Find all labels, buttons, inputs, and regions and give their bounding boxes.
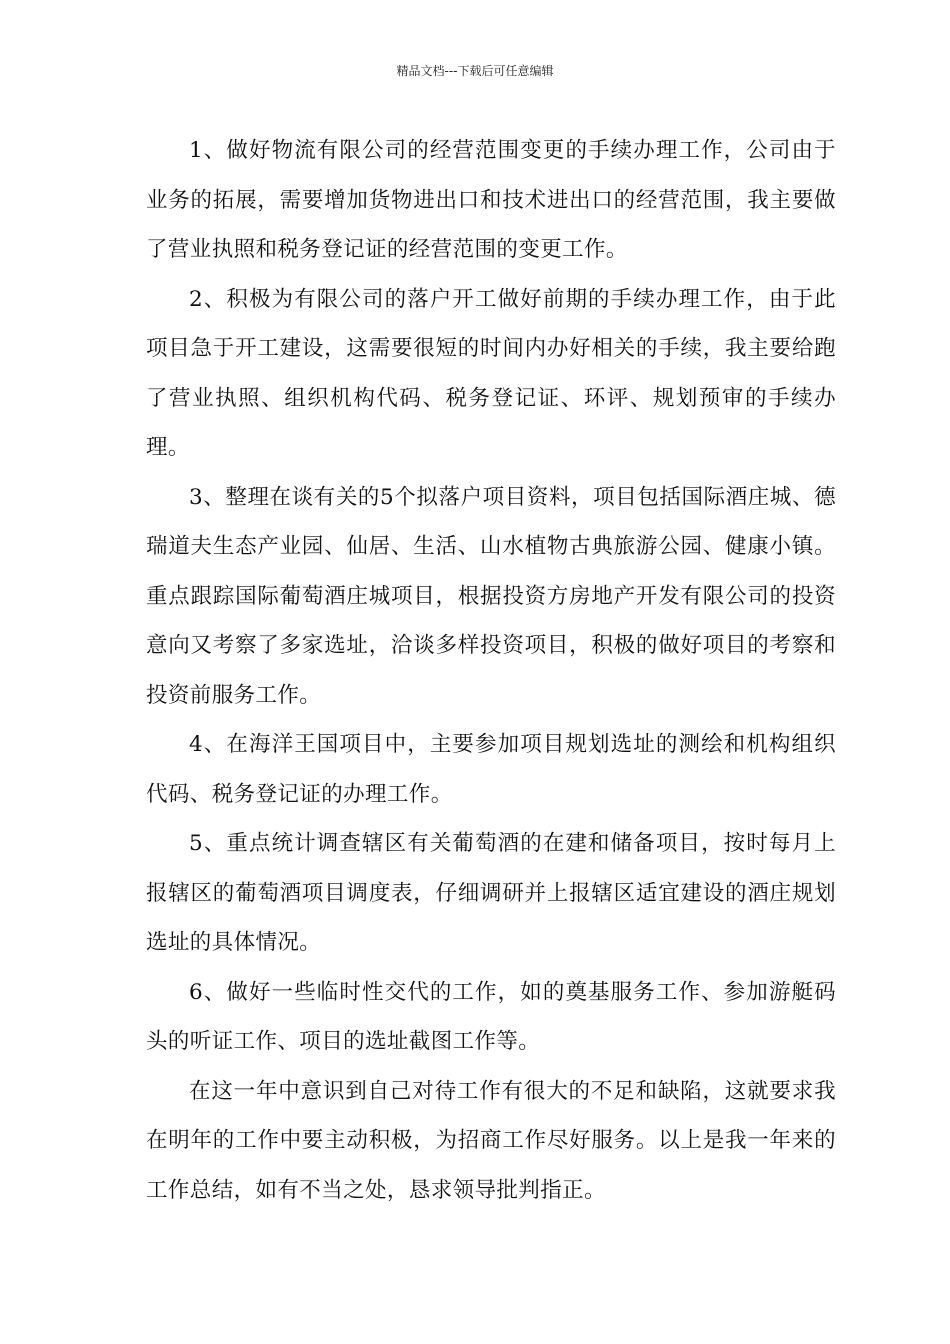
paragraph-5: 5、重点统计调查辖区有关葡萄酒的在建和储备项目，按时每月上报辖区的葡萄酒项目调度表，仔细调研并上报辖区适宜建设的酒庄规划选址的具体情况。 bbox=[146, 831, 836, 955]
paragraph-6: 6、做好一些临时性交代的工作，如的奠基服务工作、参加游艇码头的听证工作、项目的选址截图工作等。 bbox=[146, 979, 836, 1054]
paragraph-4: 4、在海洋王国项目中，主要参加项目规划选址的测绘和机构组织代码、税务登记证的办理工作。 bbox=[146, 732, 836, 807]
paragraph-conclusion: 在这一年中意识到自己对待工作有很大的不足和缺陷，这就要求我在明年的工作中要主动积极，为招商工作尽好服务。以上是我一年来的工作总结，如有不当之处，恳求领导批判指正。 bbox=[146, 1078, 836, 1203]
paragraph-2: 2、积极为有限公司的落户开工做好前期的手续办理工作，由于此项目急于开工建设，这需要很短的时间内办好相关的手续，我主要给跑了营业执照、组织机构代码、税务登记证、环评、规划预审的手续办理。 bbox=[146, 286, 836, 460]
paragraph-3: 3、整理在谈有关的5个拟落户项目资料，项目包括国际酒庄城、德瑞道夫生态产业园、仙居、生活、山水植物古典旅游公园、健康小镇。重点跟踪国际葡萄酒庄城项目，根据投资方房地产开发有限公司的投资意向又考察了多家选址，洽谈多样投资项目，积极的做好项目的考察和投资前服务工作。 bbox=[146, 484, 836, 708]
page-header: 精品文档---下载后可任意编辑 bbox=[396, 64, 554, 78]
document-body bbox=[146, 126, 836, 1215]
paragraph-1: 1、做好物流有限公司的经营范围变更的手续办理工作，公司由于业务的拓展，需要增加货物进出口和技术进出口的经营范围，我主要做了营业执照和税务登记证的经营范围的变更工作。 bbox=[146, 138, 836, 262]
